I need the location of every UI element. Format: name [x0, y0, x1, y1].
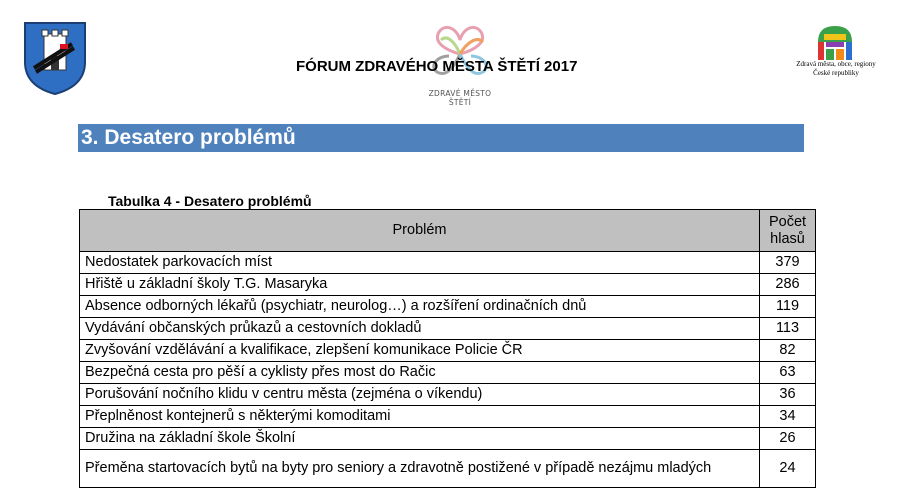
network-logo-caption	[780, 60, 892, 78]
table-row	[80, 274, 816, 296]
problem-cell: Hřiště u základní školy T.G. Masaryka	[80, 274, 760, 296]
table-row	[80, 384, 816, 406]
network-caption-line2: České republiky	[813, 69, 859, 77]
problem-cell: Družina na základní škole Školní	[80, 428, 760, 450]
table-caption: Tabulka 4 - Desatero problémů	[108, 193, 312, 209]
votes-cell: 379	[760, 252, 816, 274]
table-row	[80, 340, 816, 362]
table-row	[80, 296, 816, 318]
section-heading: 3. Desatero problémů	[78, 124, 804, 152]
clover-caption-line2: ŠTĚTÍ	[448, 98, 472, 107]
votes-header-line2: hlasů	[770, 230, 805, 247]
clover-caption-line1: ZDRAVÉ MĚSTO	[428, 89, 492, 98]
votes-header-line1: Počet	[768, 213, 807, 230]
table-row	[80, 450, 816, 488]
votes-cell: 24	[760, 450, 816, 488]
column-header-problem: Problém	[80, 210, 760, 252]
table-row	[80, 318, 816, 340]
problem-cell: Přeměna startovacích bytů na byty pro seniory a zdravotně postižené v případě nezájmu mladých	[80, 450, 760, 488]
healthy-cities-network-logo	[814, 22, 856, 62]
votes-cell: 63	[760, 362, 816, 384]
problem-cell: Přeplněnost kontejnerů s některými komoditami	[80, 406, 760, 428]
votes-cell: 26	[760, 428, 816, 450]
problem-cell: Bezpečná cesta pro pěší a cyklisty přes most do Račic	[80, 362, 760, 384]
table-row	[80, 428, 816, 450]
problem-cell: Vydávání občanských průkazů a cestovních dokladů	[80, 318, 760, 340]
table-row	[80, 406, 816, 428]
problem-cell: Nedostatek parkovacích míst	[80, 252, 760, 274]
forum-title: FÓRUM ZDRAVÉHO MĚSTA ŠTĚTÍ 2017	[296, 58, 578, 75]
column-header-votes	[760, 210, 816, 252]
table-header-row	[80, 210, 816, 252]
town-coat-of-arms-logo	[22, 20, 88, 96]
problem-cell: Porušování nočního klidu v centru města (zejména o víkendu)	[80, 384, 760, 406]
network-caption-line1: Zdravá města, obce, regiony	[796, 60, 876, 68]
problem-cell: Absence odborných lékařů (psychiatr, neurolog…) a rozšíření ordinačních dnů	[80, 296, 760, 318]
votes-cell: 34	[760, 406, 816, 428]
table-row	[80, 252, 816, 274]
clover-logo-caption	[415, 89, 505, 107]
votes-cell: 286	[760, 274, 816, 296]
votes-cell: 36	[760, 384, 816, 406]
table-row	[80, 362, 816, 384]
votes-cell: 119	[760, 296, 816, 318]
problem-cell: Zvyšování vzdělávání a kvalifikace, zlepšení komunikace Policie ČR	[80, 340, 760, 362]
votes-cell: 113	[760, 318, 816, 340]
votes-cell: 82	[760, 340, 816, 362]
healthy-city-clover-logo	[425, 20, 495, 88]
problems-table	[79, 209, 816, 488]
